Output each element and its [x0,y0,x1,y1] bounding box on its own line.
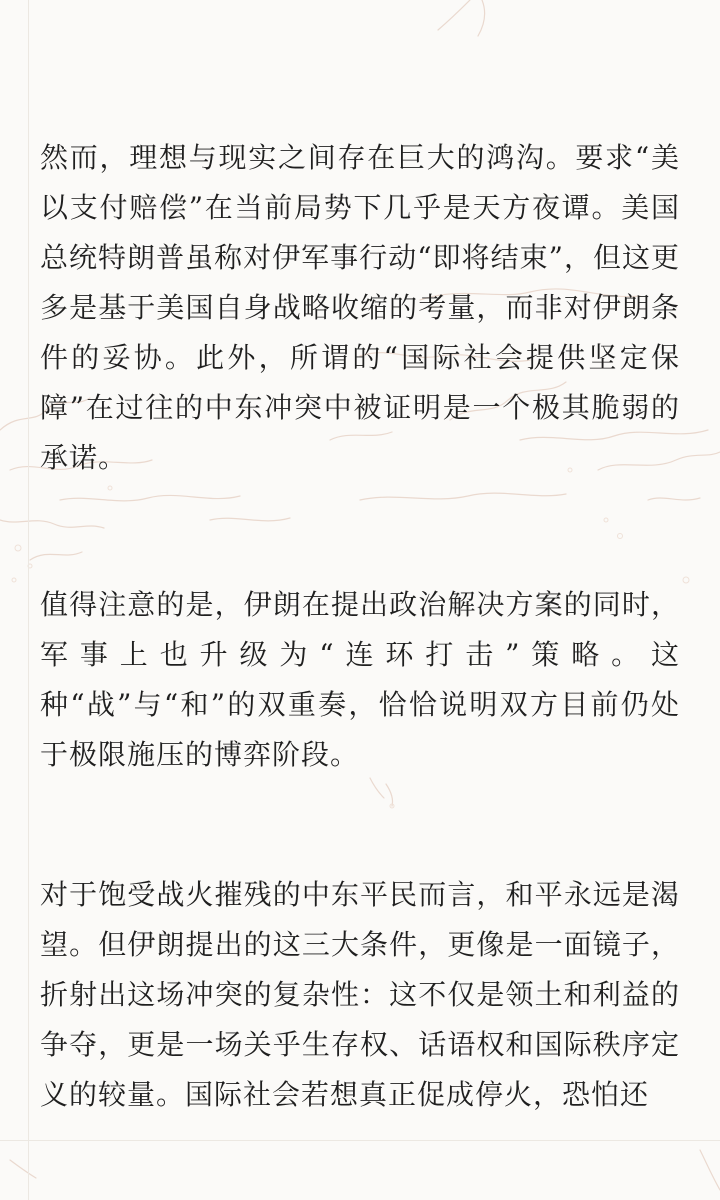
paragraph-1: 然而，理想与现实之间存在巨大的鸿沟。要求“美以支付赔偿”在当前局势下几乎是天方夜谭。美国总统特朗普虽称对伊军事行动“即将结束”，但这更多是基于美国自身战略收缩的考量，而非对伊朗条件的妥协。此外，所谓的“国际社会提供坚定保障”在过往的中东冲突中被证明是一个极其脆弱的承诺。 [40,141,680,474]
bottom-divider [0,1140,720,1141]
paragraph-2: 值得注意的是，伊朗在提出政治解决方案的同时，军事上也升级为“连环打击”策略。这种“战”与“和”的双重奏，恰恰说明双方目前仍处于极限施压的博弈阶段。 [40,588,680,771]
left-margin-rule [28,0,29,1200]
paragraph-3: 对于饱受战火摧残的中东平民而言，和平永远是渴望。但伊朗提出的这三大条件，更像是一面镜子，折射出这场冲突的复杂性：这不仅是领土和利益的争夺，更是一场关乎生存权、话语权和国际秩序定义的较量。国际社会若想真正促成停火，恐怕还 [40,878,680,1111]
